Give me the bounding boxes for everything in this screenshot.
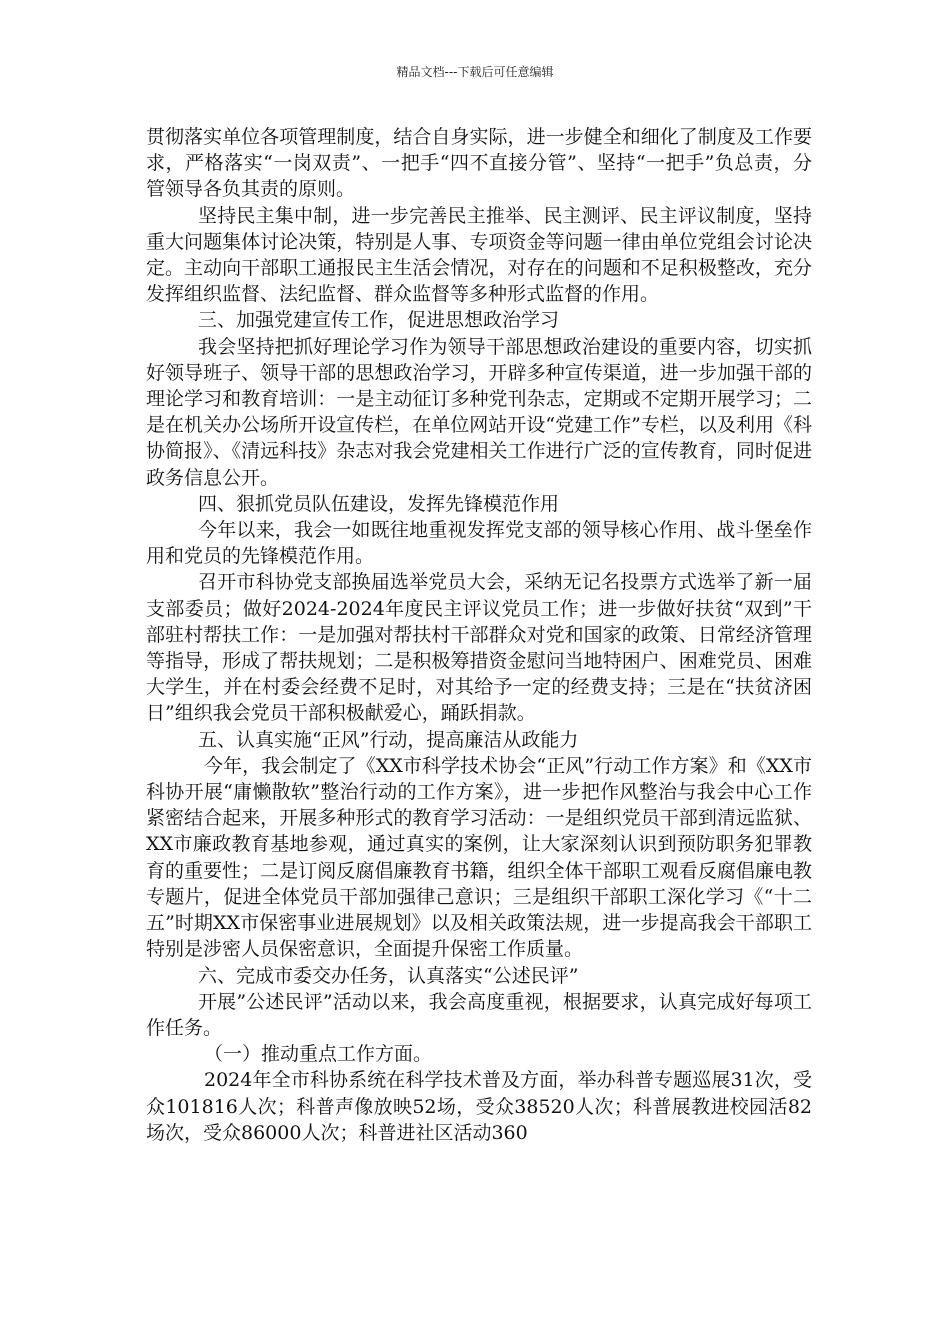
section-heading-6: 六、完成市委交办任务，认真落实“公述民评” (198, 964, 579, 987)
paragraph-zhengfeng-action: 今年，我会制定了《XX市科学技术协会“正风”行动工作方案》和《XX市科协开展“庸懒散软”整治行动的工作方案》，进一步把作风整治与我会中心工作紧密结合起来，开展多种形式的教育学习活动：一是组织党员干部到清远监狱、XX市廉政教育基地参观，通过真实的案例，让大家深刻认识到预防职务犯罪教育的重要性；二是订阅反腐倡廉教育书籍，组织全体干部职工观看反腐倡廉电教专题片，促进全体党员干部加强律己意识；三是组织干部职工深化学习《“十二五”时期XX市保密事业进展规划》以及相关政策法规，进一步提高我会干部职工特别是涉密人员保密意识，全面提升保密工作质量。 (146, 754, 812, 961)
paragraph-theory-study: 我会坚持把抓好理论学习作为领导干部思想政治建设的重要内容，切实抓好领导班子、领导干部的思想政治学习，开辟多种宣传渠道，进一步加强干部的理论学习和教育培训：一是主动征订多种党刊杂志，定期或不定期开展学习；二是在机关办公场所开设宣传栏，在单位网站开设“党建工作”专栏，以及利用《科协简报》、《清远科技》杂志对我会党建相关工作进行广泛的宣传教育，同时促进政务信息公开。 (146, 335, 812, 489)
paragraph-democratic-centralism: 坚持民主集中制，进一步完善民主推举、民主测评、民主评议制度，坚持重大问题集体讨论决策，特别是人事、专项资金等问题一律由单位党组会讨论决定。主动向干部职工通报民主生活会情况，对存在的问题和不足积极整改，充分发挥组织监督、法纪监督、群众监督等多种形式监督的作用。 (146, 204, 812, 306)
page-header: 精品文档---下载后可任意编辑 (396, 65, 554, 79)
paragraph-public-review: 开展”公述民评”活动以来，我会高度重视，根据要求，认真完成好每项工作任务。 (146, 990, 812, 1039)
section-heading-5: 五、认真实施“正风”行动，提高廉洁从政能力 (198, 728, 579, 751)
paragraph-science-popularization: 2024年全市科协系统在科学技术普及方面，举办科普专题巡展31次，受众101816人次；科普声像放映52场，受众38520人次；科普展教进校园活82场次，受众86000人次；科普进社区活动360 (146, 1069, 812, 1144)
subheading-key-work: （一）推动重点工作方面。 (204, 1043, 433, 1066)
paragraph-party-role: 今年以来，我会一如既往地重视发挥党支部的领导核心作用、战斗堡垒作用和党员的先锋模范作用。 (146, 519, 812, 568)
section-heading-4: 四、狠抓党员队伍建设，发挥先锋模范作用 (198, 492, 560, 515)
paragraph-branch-election: 召开市科协党支部换届选举党员大会，采纳无记名投票方式选举了新一届支部委员；做好2024-2024年度民主评议党员工作；进一步做好扶贫“双到”干部驻村帮扶工作：一是加强对帮扶村干部群众对党和国家的政策、日常经济管理等指导，形成了帮扶规划；二是积极筹措资金慰问当地特困户、困难党员、困难大学生，并在村委会经费不足时，对其给予一定的经费支持；三是在“扶贫济困日”组织我会党员干部积极献爱心，踊跃捐款。 (146, 571, 812, 725)
document-body (146, 124, 812, 1146)
section-heading-3: 三、加强党建宣传工作，促进思想政治学习 (198, 309, 560, 332)
paragraph-management-system: 贯彻落实单位各项管理制度，结合自身实际，进一步健全和细化了制度及工作要求，严格落实“一岗双责”、一把手“四不直接分管”、坚持“一把手”负总责，分管领导各负其责的原则。 (146, 126, 812, 201)
